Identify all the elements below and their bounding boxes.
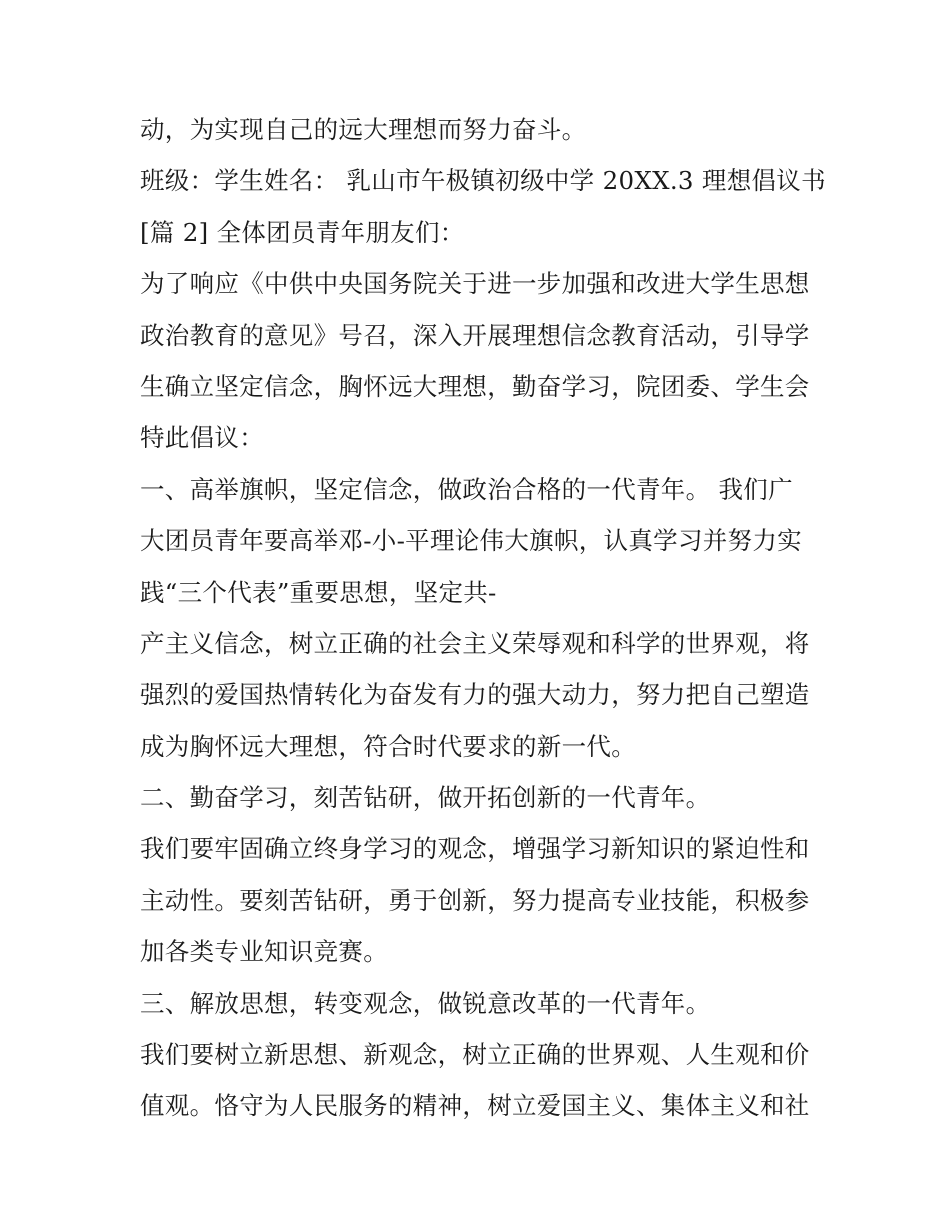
text-line: 政治教育的意见》号召，深入开展理想信念教育活动，引导学 <box>140 320 810 350</box>
text-line: 值观。恪守为人民服务的精神，树立爱国主义、集体主义和社 <box>140 1091 810 1121</box>
text-line: 成为胸怀远大理想，符合时代要求的新一代。 <box>140 731 636 761</box>
text-line: 产主义信念，树立正确的社会主义荣辱观和科学的世界观，将 <box>140 628 810 658</box>
text-line: [篇 2] 全体团员青年朋友们： <box>140 217 465 247</box>
text-line: 加各类专业知识竞赛。 <box>140 937 388 967</box>
text-line: 三、解放思想，转变观念，做锐意改革的一代青年。 <box>140 988 711 1018</box>
text-line: 一、高举旗帜，坚定信念，做政治合格的一代青年。 我们广 <box>140 474 793 504</box>
text-line: 生确立坚定信念，胸怀远大理想，勤奋学习，院团委、学生会 <box>140 371 810 401</box>
text-line: 班级：学生姓名： 乳山市午极镇初级中学 20XX.3 理想倡议书 <box>140 166 826 196</box>
text-line: 主动性。要刻苦钻研，勇于创新，努力提高专业技能，积极参 <box>140 885 810 915</box>
text-line: 践“三个代表”重要思想，坚定共- <box>140 577 497 607</box>
text-line: 我们要牢固确立终身学习的观念，增强学习新知识的紧迫性和 <box>140 834 810 864</box>
text-line: 我们要树立新思想、新观念，树立正确的世界观、人生观和价 <box>140 1040 810 1070</box>
text-line: 为了响应《中供中央国务院关于进一步加强和改进大学生思想 <box>140 269 810 299</box>
text-line: 强烈的爱国热情转化为奋发有力的强大动力，努力把自己塑造 <box>140 680 810 710</box>
text-line: 二、勤奋学习，刻苦钻研，做开拓创新的一代青年。 <box>140 783 711 813</box>
document-body <box>140 104 830 1132</box>
text-line: 大团员青年要高举邓-小-平理论伟大旗帜，认真学习并努力实 <box>140 526 802 556</box>
text-line: 动，为实现自己的远大理想而努力奋斗。 <box>140 115 587 144</box>
text-line: 特此倡议： <box>140 423 264 453</box>
